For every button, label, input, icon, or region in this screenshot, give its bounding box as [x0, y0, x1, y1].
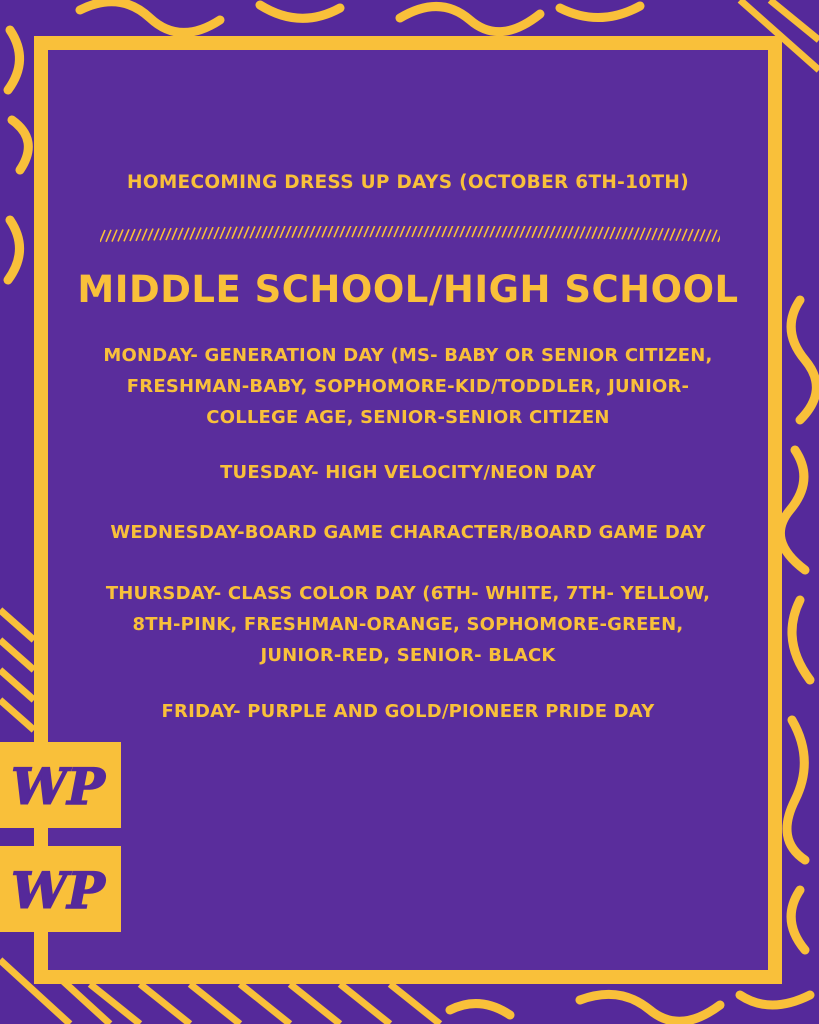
day-wednesday — [68, 517, 748, 548]
wp-logo-icon — [0, 742, 121, 828]
day-line: FRIDAY- PURPLE AND GOLD/PIONEER PRIDE DAY — [161, 701, 655, 722]
wp-logo-icon — [0, 846, 121, 932]
day-tuesday — [68, 457, 748, 488]
day-monday — [68, 340, 748, 433]
day-friday — [68, 696, 748, 727]
day-line: TUESDAY- HIGH VELOCITY/NEON DAY — [220, 462, 596, 483]
day-line: COLLEGE AGE, SENIOR-SENIOR CITIZEN — [206, 407, 610, 428]
day-line: THURSDAY- CLASS COLOR DAY (6TH- WHITE, 7TH- YELLOW, — [105, 583, 711, 604]
event-subtitle: HOMECOMING DRESS UP DAYS (OCTOBER 6TH-10TH) — [127, 172, 689, 193]
divider-icon — [100, 226, 720, 246]
wp-logo-text: WP — [11, 757, 105, 816]
wp-logo-badge — [0, 846, 121, 932]
day-line: JUNIOR-RED, SENIOR- BLACK — [260, 645, 556, 666]
day-line: 8TH-PINK, FRESHMAN-ORANGE, SOPHOMORE-GREEN, — [132, 614, 684, 635]
day-line: FRESHMAN-BABY, SOPHOMORE-KID/TODDLER, JUNIOR- — [126, 376, 690, 397]
day-thursday — [68, 578, 748, 671]
day-line: WEDNESDAY-BOARD GAME CHARACTER/BOARD GAME DAY — [110, 522, 706, 543]
wp-logo-text: WP — [11, 861, 105, 920]
schedule-panel — [34, 36, 782, 984]
wp-logo-badge — [0, 742, 121, 828]
page-title: MIDDLE SCHOOL/HIGH SCHOOL — [77, 268, 739, 311]
day-line: MONDAY- GENERATION DAY (MS- BABY OR SENIOR CITIZEN, — [103, 345, 713, 366]
